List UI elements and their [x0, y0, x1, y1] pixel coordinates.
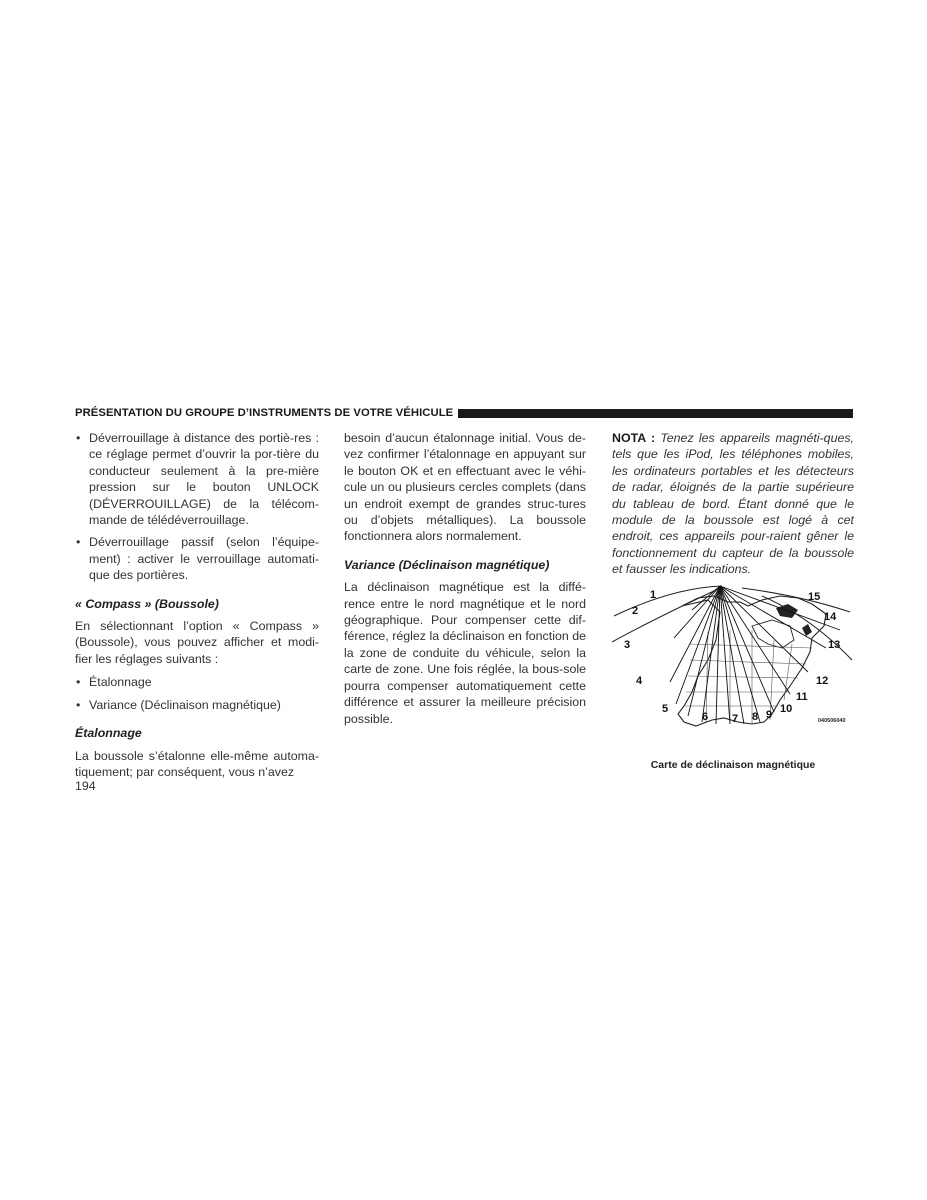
zone-label: 5	[662, 703, 669, 715]
figure-code: 040506040	[818, 718, 846, 724]
paragraph-etalonnage-cont: besoin d’aucun étalonnage initial. Vous de-vez confirmer l’étalonnage en appuyant sur le bouton OK et en effectuant avec le véhi-cule un ou plusieurs cercles complets (dans un endroit exempt de grandes struc-tures ou d’objets métalliques). La boussole fonctionnera alors normalement.	[344, 431, 586, 544]
list-item: • Étalonnage	[75, 674, 319, 690]
zone-label: 2	[632, 605, 639, 617]
page-number: 194	[75, 779, 96, 793]
paragraph-etalonnage: La boussole s’étalonne elle-même automa-tiquement; par conséquent, vous n’avez	[75, 748, 319, 779]
list-item: • Déverrouillage passif (selon l’équipe-ment) : activer le verrouillage automati-que des portières.	[75, 534, 319, 583]
paragraph-variance: La déclinaison magnétique est la diffé-rence entre le nord magnétique et le nord géographique. Pour compenser cette dif-férence, réglez la déclinaison en fonction de la zone de conduite du véhicule, selon la carte de zone. Une fois réglée, la bous-sole pourra compenser automatiquement cette différence et assurer la meilleure précision possible.	[344, 580, 586, 726]
zone-label: 1	[650, 589, 657, 601]
zone-label: 15	[808, 591, 821, 603]
zone-label: 12	[816, 675, 829, 687]
zone-label: 9	[766, 709, 773, 721]
zone-label: 11	[796, 691, 808, 703]
zone-label: 7	[732, 713, 739, 725]
paragraph-compass: En sélectionnant l’option « Compass » (Boussole), vous pouvez afficher et modi-fier les réglages suivants :	[75, 619, 319, 666]
nota-paragraph	[612, 430, 854, 578]
header-title: PRÉSENTATION DU GROUPE D’INSTRUMENTS DE VOTRE VÉHICULE	[75, 407, 454, 419]
zone-label: 14	[824, 611, 837, 623]
zone-label: 8	[752, 711, 759, 723]
zone-label: 10	[780, 703, 793, 715]
zone-label: 3	[624, 639, 631, 651]
heading-compass: « Compass » (Boussole)	[75, 596, 219, 611]
zone-label: 4	[636, 675, 643, 687]
zone-label: 13	[828, 639, 841, 651]
list-item: • Variance (Déclinaison magnétique)	[75, 697, 319, 713]
nota-label: NOTA :	[612, 431, 656, 445]
nota-text: Tenez les appareils magnéti-ques, tels que les iPod, les téléphones mobiles, les ordinateurs portables et les détecteurs de radar, éloignés de la partie supérieure du tableau de bord. Étant donné que le module de la boussole est logé à cet endroit, ces appareils pour-raient gêner le fonctionnement du capteur de la boussole et fausser les indications.	[612, 431, 854, 577]
column-left	[75, 430, 319, 780]
column-right	[612, 430, 854, 578]
header-rule	[458, 409, 853, 418]
declination-map	[612, 582, 854, 732]
heading-etalonnage: Étalonnage	[75, 726, 142, 741]
heading-variance: Variance (Déclinaison magnétique)	[344, 557, 550, 572]
figure-caption: Carte de déclinaison magnétique	[650, 759, 816, 771]
column-middle	[344, 430, 586, 727]
zone-label: 6	[702, 711, 709, 723]
list-item: • Déverrouillage à distance des portiè-res : ce réglage permet d’ouvrir la por-tière du conducteur seulement à la pre-mière pression sur le bouton UNLOCK (DÉVERROUILLAGE) de la télécom-mande de télédéverrouillage.	[75, 430, 319, 528]
declination-map-graphic	[612, 582, 854, 732]
running-header	[75, 405, 853, 421]
